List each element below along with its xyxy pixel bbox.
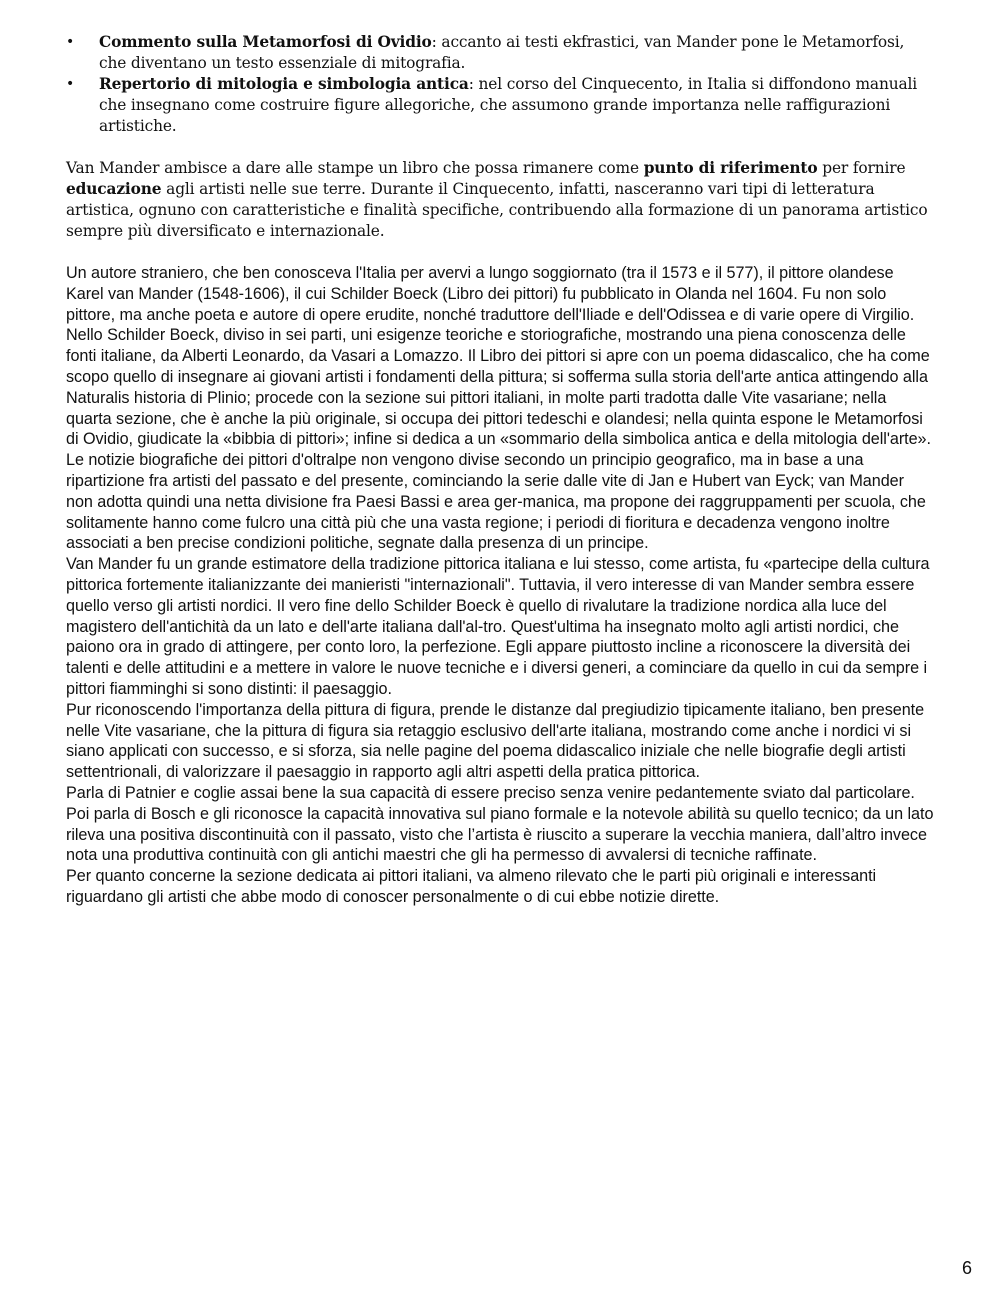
intro-text: per fornire: [817, 159, 906, 177]
intro-bold-education: educazione: [66, 180, 162, 198]
bullet-list: [66, 32, 934, 137]
bullet-dot-icon: •: [66, 76, 75, 92]
body-text-section: [66, 263, 934, 908]
page-number: 6: [961, 1258, 972, 1278]
bullet-text: : nel corso del Cinquecento, in Italia si diffondono manuali che insegnano come costruire figure allegoriche, che assumono grande importanza nelle raffigurazioni artistiche.: [99, 75, 918, 135]
document-page: [66, 32, 934, 908]
intro-text: agli artisti nelle sue terre. Durante il Cinquecento, infatti, nasceranno vari tipi di letteratura artistica, ognuno con caratteristiche e finalità specifiche, contribuendo alla formazione di un panorama artistico sempre più diversificato e internazionale.: [66, 180, 928, 240]
intro-paragraph: [66, 158, 934, 242]
bullet-dot-icon: •: [66, 34, 75, 50]
bullet-text: : accanto ai testi ekfrastici, van Mander pone le Metamorfosi, che diventano un testo essenziale di mitografia.: [99, 33, 905, 72]
body-paragraph: Van Mander fu un grande estimatore della tradizione pittorica italiana e lui stesso, come artista, fu «partecipe della cultura pittorica fortemente italianizzante dei manieristi "internazionali". Tuttavia, il vero interesse di van Mander sembra essere quello verso gli artisti nordici. Il vero fine dello Schilder Boeck è quello di rivalutare la tradizione nordica alla luce del magistero dell'antichità da un lato e dell'arte italiana dall'al-tro. Quest'ultima ha insegnato molto agli artisti nordici, che paiono ora in grado di attingere, per conto loro, la perfezione. Egli appare piuttosto incline a riconoscere la diversità dei talenti e delle attitudini e a mettere in valore le nuove tecniche e i diversi generi, a cominciare da quello in cui da sempre i pittori fiamminghi si sono distinti: il paesaggio.: [66, 555, 930, 698]
body-paragraph: Pur riconoscendo l'importanza della pittura di figura, prende le distanze dal pregiudizio tipicamente italiano, ben presente nelle Vite vasariane, che la pittura di figura sia retaggio esclusivo dell'arte italiana, mostrando come anche i nordici vi si siano applicati con successo, e si sforza, sia nelle pagine del poema didascalico iniziale che nelle biografie degli artisti settentrionali, di valorizzare il paesaggio in rapporto agli altri aspetti della pratica pittorica.: [66, 700, 925, 782]
bullet-item: [66, 74, 934, 137]
bullet-title: Commento sulla Metamorfosi di Ovidio: [99, 33, 432, 51]
body-paragraph: Parla di Patnier e coglie assai bene la sua capacità di essere preciso senza venire pedantemente sviato dal particolare. Poi parla di Bosch e gli riconosce la capacità innovativa sul piano formale e la notevole abilità su quello tecnico; da un lato rileva una positiva discontinuità con il passato, visto che l’artista è riuscito a superare la vecchia maniera, dall’altro invece nota una produttiva continuità con gli antichi maestri che gli ha permesso di avvalersi di tecniche raffinate.: [66, 783, 934, 865]
bullet-item: [66, 32, 934, 74]
body-paragraph: Un autore straniero, che ben conosceva l'Italia per avervi a lungo soggiornato (tra il 1573 e il 577), il pittore olandese Karel van Mander (1548-1606), il cui Schilder Boeck (Libro dei pittori) fu pubblicato in Olanda nel 1604. Fu non solo pittore, ma anche poeta e autore di opere erudite, nonché traduttore dell'Iliade e dell'Odissea e di varie opere di Virgilio. Nello Schilder Boeck, diviso in sei parti, uni esigenze teoriche e storiografiche, mostrando una piena conoscenza delle fonti italiane, da Alberti Leonardo, da Vasari a Lomazzo. Il Libro dei pittori si apre con un poema didascalico, che ha come scopo quello di insegnare ai giovani artisti i fondamenti della pittura; si sofferma sulla storia dell'arte antica attingendo alla Naturalis historia di Plinio; procede con la sezione sui pittori italiani, in molte parti tradotta dalle Vite vasariane; nella quarta sezione, che è anche la più originale, si occupa dei pittori tedeschi e olandesi; nella quinta espone le Metamorfosi di Ovidio, giudicate la «bibbia di pittori»; infine si dedica a un «sommario della simbolica antica e della mitologia dell'arte».: [66, 264, 931, 449]
intro-text: Van Mander ambisce a dare alle stampe un libro che possa rimanere come: [66, 159, 644, 177]
bullet-title: Repertorio di mitologia e simbologia antica: [99, 75, 469, 93]
body-paragraph: Le notizie biografiche dei pittori d'oltralpe non vengono divise secondo un principio geografico, ma in base a una ripartizione fra artisti del passato e del presente, cominciando la serie dalle vite di Jan e Hubert van Eyck; van Mander non adotta quindi una netta divisione fra Paesi Bassi e area ger-manica, ma propone dei raggruppamenti per scuola, che solitamente hanno come fulcro una città più che una vasta regione; i periodi di fioritura e decadenza vengono inoltre associati a ben precise condizioni politiche, segnate dalla presenza di un principe.: [66, 451, 926, 553]
intro-bold-reference: punto di riferimento: [643, 159, 818, 177]
body-paragraph: Per quanto concerne la sezione dedicata ai pittori italiani, va almeno rilevato che le parti più originali e interessanti riguardano gli artisti che abbe modo di conoscer personalmente o di cui ebbe notizie dirette.: [66, 867, 877, 906]
